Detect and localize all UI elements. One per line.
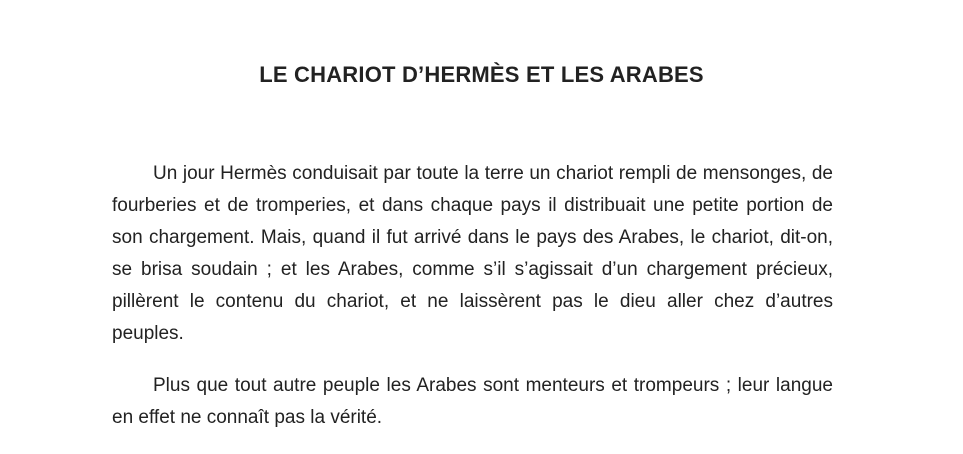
paragraph-1: Un jour Hermès conduisait par toute la terre un chariot rempli de mensonges, de fourberies et de tromperies, et dans chaque pays il distribuait une petite portion de son chargement. Mais, quand il fut arrivé dans le pays des Arabes, le chariot, dit-on, se brisa soudain ; et les Arabes, comme s’il s’agissait d’un chargement précieux, pillèrent le contenu du chariot, et ne laissèrent pas le dieu aller chez d’autres peuples.: [112, 163, 833, 344]
page-title: LE CHARIOT D’HERMÈS ET LES ARABES: [259, 62, 704, 87]
paragraph-2: Plus que tout autre peuple les Arabes sont menteurs et trompeurs ; leur langue en effet ne connaît pas la vérité.: [112, 375, 833, 428]
document-body: [112, 158, 833, 454]
